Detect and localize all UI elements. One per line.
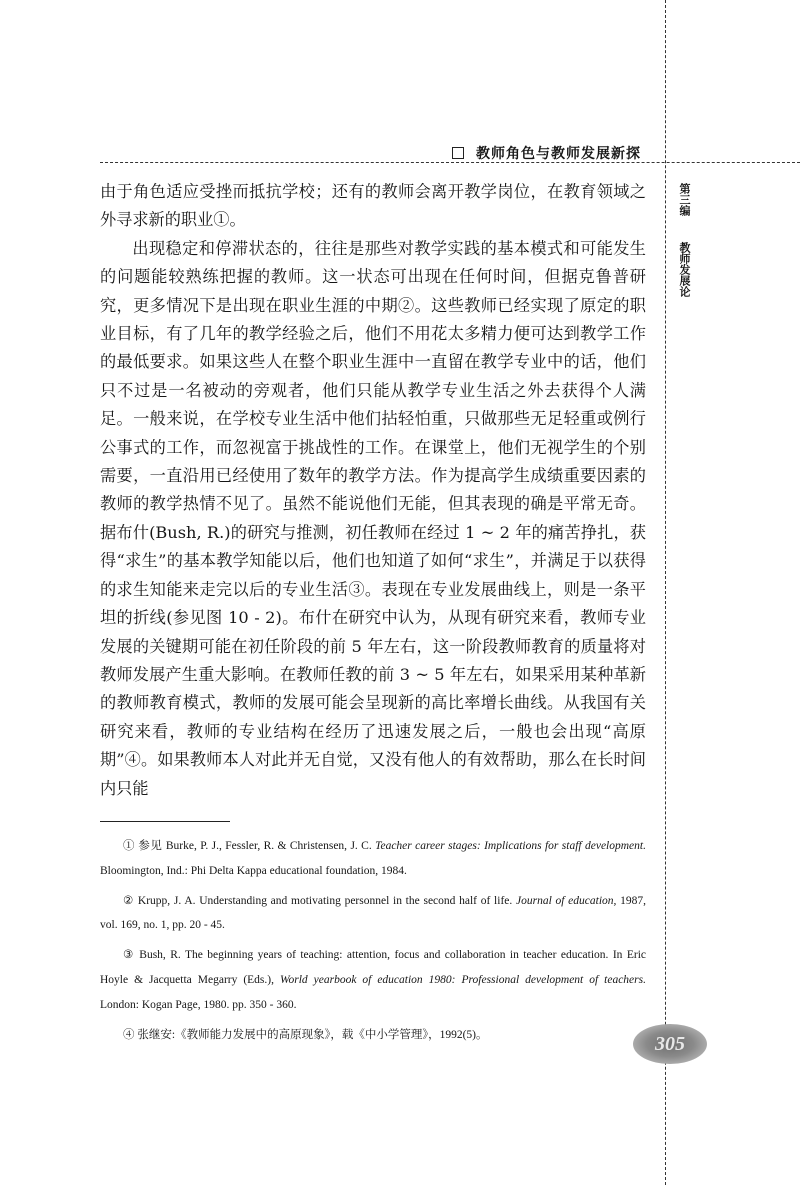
side-tab-part: 第三编 [678,183,691,216]
square-icon [452,147,464,159]
page-number: 305 [633,1024,707,1064]
footnote-1: ① 参见 Burke, P. J., Fessler, R. & Christensen, J. C. Teacher career stages: Implications for staff development. Bloomington, Ind.: Phi Delta Kappa educational foundation, 1984. [100,840,646,877]
side-tab-title: 教师发展论 [678,242,691,297]
footnote-4: ④ 张继安:《教师能力发展中的高原现象》，载《中小学管理》，1992(5)。 [123,1028,488,1041]
running-header-title: 教师角色与教师发展新探 [476,146,641,162]
header-dashed-rule [100,162,800,163]
vertical-dashed-guide [665,0,666,1185]
footnote-2: ② Krupp, J. A. Understanding and motivating personnel in the second half of life. Journal of education, 1987, vol. 169, no. 1, pp. 20 - 45. [100,894,646,932]
paragraph-2: 出现稳定和停滞状态的，往往是那些对教学实践的基本模式和可能发生的问题能较熟练把握的教师。这一状态可出现在任何时间，但据克鲁普研究，更多情况下是出现在职业生涯的中期②。这些教师已经实现了原定的职业目标，有了几年的教学经验之后，他们不用花太多精力便可达到教学工作的最低要求。如果这些人在整个职业生涯中一直留在教学专业中的话，他们只不过是一名被动的旁观者，他们只能从教学专业生活之外去获得个人满足。一般来说，在学校专业生活中他们拈轻怕重，只做那些无足轻重或例行公事式的工作，而忽视富于挑战性的工作。在课堂上，他们无视学生的个别需要，一直沿用已经使用了数年的教学方法。作为提高学生成绩重要因素的教师的教学热情不见了。虽然不能说他们无能，但其表现的确是平常无奇。据布什(Bush, R.)的研究与推测，初任教师在经过 1 ~ 2 年的痛苦挣扎，获得“求生”的基本教学知能以后，他们也知道了如何“求生”，并满足于以获得的求生知能来走完以后的专业生活③。表现在专业发展曲线上，则是一条平坦的折线(参见图 10 - 2)。布什在研究中认为，从现有研究来看，教师专业发展的关键期可能在初任阶段的前 5 年左右，这一阶段教师教育的质量将对教师发展产生重大影响。在教师任教的前 3 ~ 5 年左右，如果采用某种革新的教师教育模式，教师的发展可能会呈现新的高比率增长曲线。从我国有关研究来看，教师的专业结构在经历了迅速发展之后，一般也会出现“高原期”④。如果教师本人对此并无自觉，又没有他人的有效帮助，那么在长时间内只能 [100,238,646,798]
footnote-rule [100,821,230,822]
footnote-3: ③ Bush, R. The beginning years of teaching: attention, focus and collaboration in teacher education. In Eric Hoyle & Jacquetta Megarry (Eds.), World yearbook of education 1980: Professional development of teachers. London: Kogan Page, 1980. pp. 350 - 360. [100,949,646,1011]
main-text [100,178,646,803]
paragraph-1: 由于角色适应受挫而抵抗学校；还有的教师会离开教学岗位，在教育领域之外寻求新的职业①。 [100,182,646,230]
running-header [452,143,662,163]
footnotes [100,834,646,1052]
